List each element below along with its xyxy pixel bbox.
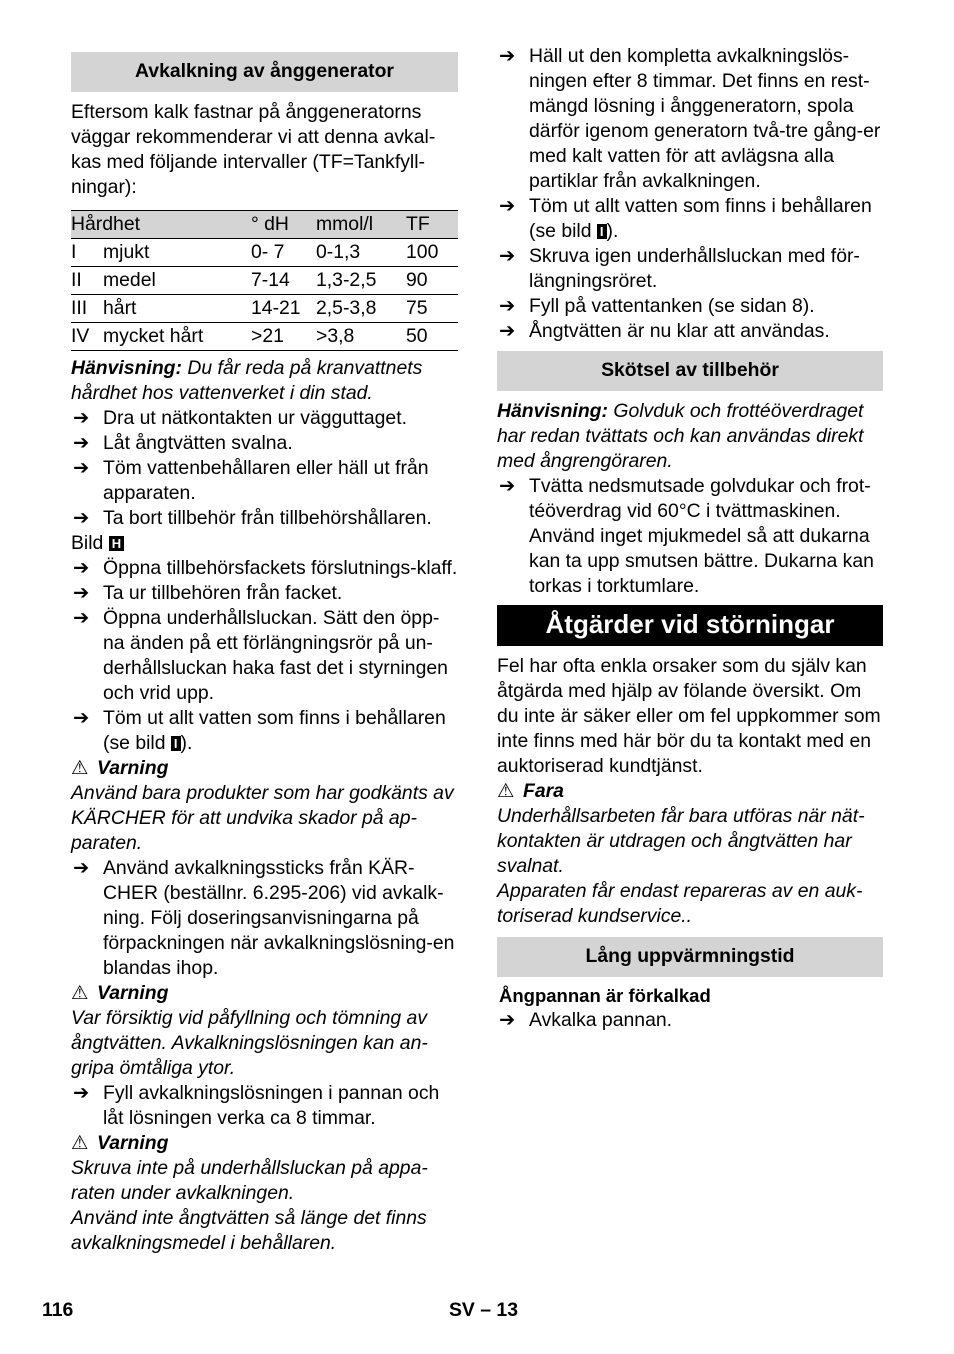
arrow-right-icon: ➔ [73, 707, 90, 729]
danger-label: Fara [523, 780, 564, 802]
warning-text: Var försiktig vid påfyllning och tömning av ångtvätten. Avkalkningslösningen kan an-gripa ömtåliga ytor. [71, 1007, 428, 1079]
table-cell: IV [71, 325, 90, 347]
arrow-right-icon: ➔ [73, 407, 90, 429]
section-heading-long-heatup: Lång uppvärmningstid [497, 937, 883, 977]
list-item [497, 244, 883, 294]
danger-text: Apparaten får endast repareras av en auk-toriserad kundservice.. [497, 880, 863, 927]
col-header-mmol: mmol/l [316, 213, 374, 235]
list-item [71, 581, 458, 606]
table-cell: 7-14 [251, 269, 290, 291]
warning-triangle-icon: ⚠ [71, 757, 89, 779]
warning-text: Skruva inte på underhållsluckan på appa-raten under avkalkningen. [71, 1157, 428, 1204]
col-header-hardness: Hårdhet [71, 213, 140, 235]
section-heading-descaling: Avkalkning av ånggenerator [71, 52, 458, 92]
arrow-right-icon: ➔ [499, 320, 516, 342]
table-cell: mjukt [103, 241, 150, 263]
note-label: Hänvisning: [71, 357, 182, 379]
warning-triangle-icon: ⚠ [497, 780, 515, 802]
warning-triangle-icon: ⚠ [71, 1132, 89, 1154]
warning-heading [71, 981, 458, 1006]
arrow-right-icon: ➔ [73, 432, 90, 454]
list-item [71, 406, 458, 431]
figure-h-icon: H [109, 536, 124, 551]
col-header-tf: TF [406, 213, 430, 235]
descaling-intro: Eftersom kalk fastnar på ånggeneratorns väggar rekommenderar vi att denna avkal-kas med följande intervaller (TF=Tankfyll-ningar): [71, 101, 436, 198]
list-item-text: Häll ut den kompletta avkalkningslös-ningen efter 8 timmar. Det finns en rest-mängd lösning i ånggeneratorn, spola därför igenom generatorn två-tre gång-er med kalt vatten för att avlägsna alla partiklar från avkalkningen. [529, 45, 881, 192]
table-header-row [71, 211, 458, 239]
list-item [71, 506, 458, 531]
list-item [71, 556, 458, 581]
table-cell: III [71, 297, 88, 319]
list-item-text: Öppna underhållsluckan. Sätt den öpp-na änden på ett förlängningsrör på un-derhållsluckan haka fast det i styrningen och vrid upp. [103, 607, 448, 704]
arrow-right-icon: ➔ [73, 507, 90, 529]
list-item-text: Töm ut allt vatten som finns i behållaren (se bild [529, 195, 872, 242]
note-label: Hänvisning: [497, 400, 608, 422]
list-item [71, 456, 458, 506]
table-cell: 100 [406, 241, 439, 263]
table-row [71, 239, 458, 267]
arrow-right-icon: ➔ [499, 295, 516, 317]
col-header-dh: ° dH [251, 213, 289, 235]
list-item-text: Töm ut allt vatten som finns i behållaren (se bild [103, 707, 446, 754]
list-item-text: Ångtvätten är nu klar att användas. [529, 320, 830, 342]
fault-subheading: Ångpannan är förkalkad [499, 985, 711, 1006]
table-row [71, 295, 458, 323]
table-cell: 75 [406, 297, 428, 319]
list-item [497, 1008, 883, 1033]
arrow-right-icon: ➔ [73, 457, 90, 479]
arrow-right-icon: ➔ [73, 1082, 90, 1104]
list-item-text: Dra ut nätkontakten ur vägguttaget. [103, 407, 407, 429]
list-item [497, 44, 883, 194]
table-cell: >21 [251, 325, 284, 347]
list-item-text: Töm vattenbehållaren eller häll ut från apparaten. [103, 457, 429, 504]
figure-reference [71, 531, 458, 556]
warning-label: Varning [97, 757, 169, 779]
arrow-right-icon: ➔ [499, 45, 516, 67]
hardness-note [71, 356, 458, 406]
page-number: 116 [42, 1299, 74, 1321]
right-column [497, 44, 883, 1033]
table-cell: 90 [406, 269, 428, 291]
warning-heading [71, 1131, 458, 1156]
arrow-right-icon: ➔ [73, 607, 90, 629]
table-row [71, 323, 458, 351]
table-cell: 14-21 [251, 297, 301, 319]
figure-i-icon: I [597, 224, 607, 239]
danger-text: Underhållsarbeten får bara utföras när nät-kontakten är utdragen och ångtvätten har svalnat. [497, 805, 865, 877]
warning-heading [71, 756, 458, 781]
arrow-right-icon: ➔ [499, 475, 516, 497]
table-cell: 0- 7 [251, 241, 285, 263]
list-item-text: Tvätta nedsmutsade golvdukar och frot-téöverdrag vid 60°C i tvättmaskinen. Använd inget mjukmedel så att dukarna kan ta upp smutsen bättre. Dukarna kan torkas i torktumlare. [529, 475, 874, 597]
note-text: Golvduk och frottéöverdraget har redan tvättats och kan användas direkt med ångrengöraren. [497, 400, 864, 472]
list-item-text: ). [180, 732, 193, 754]
table-cell: 50 [406, 325, 428, 347]
arrow-right-icon: ➔ [73, 582, 90, 604]
list-item-text: Använd avkalkningssticks från KÄR-CHER (beställnr. 6.295-206) vid avkalk-ning. Följ doseringsanvisningarna på förpackningen när avkalkningslösning-en blandas ihop. [103, 857, 455, 979]
list-item [497, 194, 883, 244]
table-cell: medel [103, 269, 156, 291]
bild-label: Bild [71, 532, 104, 554]
table-cell: hårt [103, 297, 137, 319]
arrow-right-icon: ➔ [499, 245, 516, 267]
list-item-text: ). [606, 220, 619, 242]
list-item-text: Öppna tillbehörsfackets förslutnings-klaff. [103, 557, 458, 579]
arrow-right-icon: ➔ [73, 557, 90, 579]
left-column [71, 44, 458, 1256]
list-item [71, 431, 458, 456]
list-item-text: Låt ångtvätten svalna. [103, 432, 293, 454]
list-item-text: Ta bort tillbehör från tillbehörshållaren. [103, 507, 432, 529]
accessory-note [497, 399, 883, 474]
list-item [71, 706, 458, 756]
table-cell: II [71, 269, 82, 291]
arrow-right-icon: ➔ [73, 857, 90, 879]
hardness-table [71, 210, 458, 351]
table-cell: >3,8 [316, 325, 355, 347]
section-heading-accessory-care: Skötsel av tillbehör [497, 351, 883, 391]
chapter-heading-troubleshooting: Åtgärder vid störningar [497, 605, 883, 646]
table-cell: 1,3-2,5 [316, 269, 377, 291]
table-cell: mycket hårt [103, 325, 204, 347]
table-cell: 0-1,3 [316, 241, 361, 263]
list-item [71, 856, 458, 981]
list-item [71, 1081, 458, 1131]
warning-triangle-icon: ⚠ [71, 982, 89, 1004]
list-item-text: Avkalka pannan. [529, 1009, 673, 1031]
list-item [71, 606, 458, 706]
list-item [497, 294, 883, 319]
list-item-text: Ta ur tillbehören från facket. [103, 582, 343, 604]
list-item-text: Skruva igen underhållsluckan med för-längningsröret. [529, 245, 860, 292]
list-item [497, 319, 883, 344]
figure-i-icon: I [171, 736, 181, 751]
table-cell: I [71, 241, 77, 263]
warning-label: Varning [97, 982, 169, 1004]
table-cell: 2,5-3,8 [316, 297, 377, 319]
warning-text: Använd bara produkter som har godkänts av KÄRCHER för att undvika skador på ap-paraten. [71, 782, 454, 854]
list-item [497, 474, 883, 599]
table-row [71, 267, 458, 295]
page-reference: SV – 13 [449, 1299, 518, 1321]
warning-label: Varning [97, 1132, 169, 1154]
arrow-right-icon: ➔ [499, 1009, 516, 1031]
note-text: Du får reda på kranvattnets hårdhet hos vattenverket i din stad. [71, 357, 423, 404]
troubleshooting-intro: Fel har ofta enkla orsaker som du själv kan åtgärda med hjälp av fölande översikt. Om du inte är säker eller om fel uppkommer som inte finns med här bör du ta kontakt med en auktoriserad kundtjänst. [497, 655, 881, 777]
arrow-right-icon: ➔ [499, 195, 516, 217]
list-item-text: Fyll på vattentanken (se sidan 8). [529, 295, 815, 317]
list-item-text: Fyll avkalkningslösningen i pannan och låt lösningen verka ca 8 timmar. [103, 1082, 440, 1129]
danger-heading [497, 779, 883, 804]
warning-text: Använd inte ångtvätten så länge det finns avkalkningsmedel i behållaren. [71, 1207, 427, 1254]
